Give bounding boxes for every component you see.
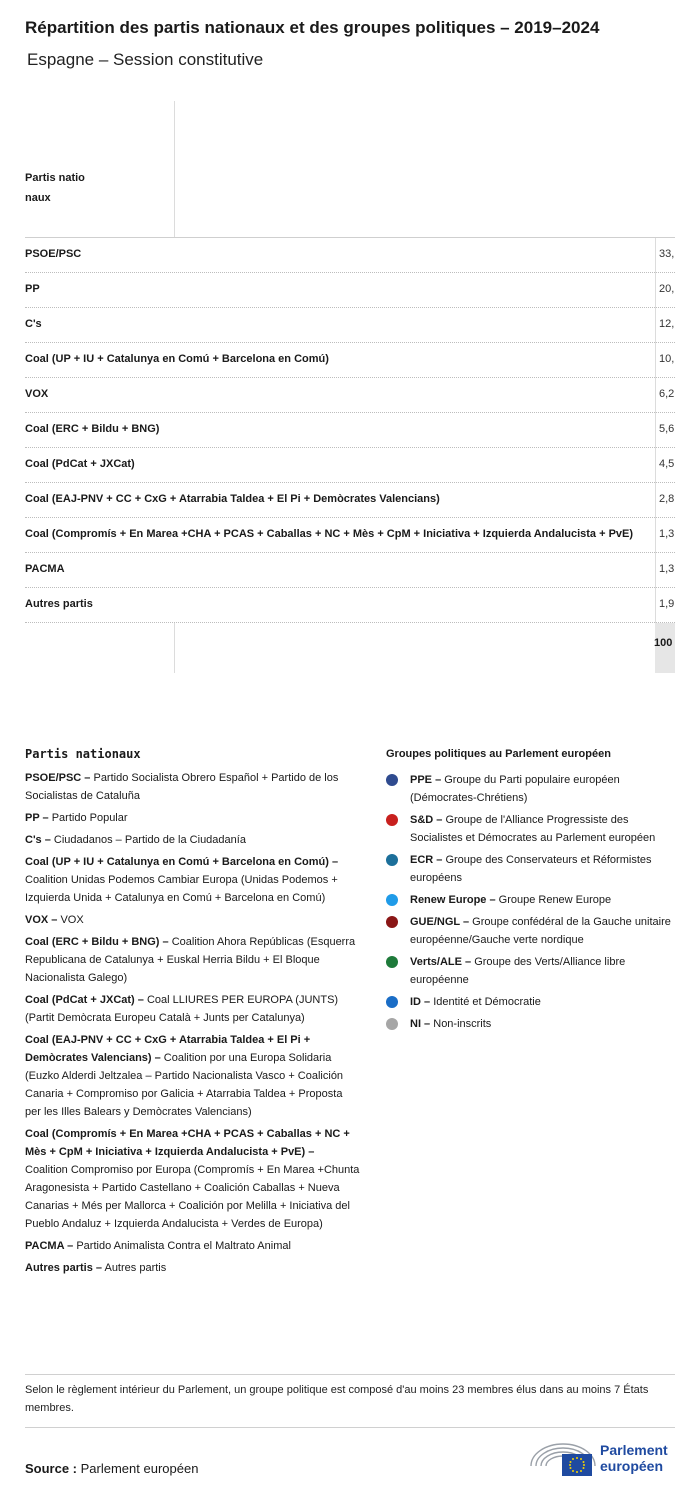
group-description: Groupe de l'Alliance Progressiste des Socialistes et Démocrates au Parlement européen [410, 814, 656, 844]
legend-groups-list [386, 771, 676, 1033]
group-description: Identité et Démocratie [430, 996, 541, 1008]
column-divider [655, 588, 656, 623]
column-divider [655, 273, 656, 308]
group-color-dot [386, 894, 398, 906]
party-description: Partido Popular [48, 812, 128, 824]
table-row [25, 308, 675, 343]
group-description: Groupe des Conservateurs et Réformistes européens [410, 854, 652, 884]
column-divider [655, 308, 656, 343]
group-description: Groupe des Verts/Alliance libre européenne [410, 956, 626, 986]
footer-divider [25, 1427, 675, 1428]
legend-group-entry [386, 891, 676, 909]
total-value: 100 [654, 637, 673, 649]
party-description: Partido Socialista Obrero Español + Partido de los Socialistas de Cataluña [25, 772, 339, 802]
group-color-dot [386, 854, 398, 866]
footer-divider [25, 1374, 675, 1375]
party-description: VOX [57, 914, 84, 926]
group-abbreviation: ECR – [410, 854, 443, 866]
legend-political-groups [386, 745, 676, 1037]
logo-line1: Parlement [600, 1442, 668, 1458]
party-name: Coal (EAJ-PNV + CC + CxG + Atarrabia Taldea + El Pi + Demòcrates Valencians) [25, 493, 440, 505]
group-color-dot [386, 774, 398, 786]
party-value: 10, [659, 353, 675, 365]
party-abbreviation: Coal (PdCat + JXCat) – [25, 994, 144, 1006]
party-abbreviation: PACMA – [25, 1240, 74, 1252]
group-description: Groupe confédéral de la Gauche unitaire européenne/Gauche verte nordique [410, 916, 671, 946]
column-divider [655, 553, 656, 588]
table-row [25, 238, 675, 273]
party-abbreviation: Coal (Compromís + En Marea +CHA + PCAS + Caballas + NC + Mès + CpM + Iniciativa + Izquierda Andalucista + PvE) – [25, 1128, 350, 1158]
group-abbreviation: GUE/NGL – [410, 916, 470, 928]
party-abbreviation: PSOE/PSC – [25, 772, 91, 784]
party-abbreviation: VOX – [25, 914, 58, 926]
group-abbreviation: NI – [410, 1018, 431, 1030]
logo-text [600, 1442, 668, 1474]
party-name: Coal (ERC + Bildu + BNG) [25, 423, 160, 435]
legend-national-parties [25, 745, 360, 1281]
column-divider [174, 623, 175, 673]
table-row [25, 343, 675, 378]
column-divider [655, 238, 656, 273]
legend-group-entry [386, 993, 676, 1011]
table-row [25, 518, 675, 553]
group-description: Groupe du Parti populaire européen (Démocrates-Chrétiens) [410, 774, 620, 804]
table-header-parties: Partis nationaux [25, 172, 85, 204]
party-value: 1,3 [659, 563, 675, 575]
party-name: PP [25, 283, 40, 295]
european-parliament-logo [528, 1436, 678, 1478]
legend-group-entry [386, 771, 676, 807]
party-abbreviation: Coal (UP + IU + Catalunya en Comú + Barcelona en Comú) – [25, 856, 339, 868]
party-abbreviation: PP – [25, 812, 49, 824]
party-value: 4,5 [659, 458, 675, 470]
table-row [25, 273, 675, 308]
party-name: VOX [25, 388, 49, 400]
party-name: Coal (Compromís + En Marea +CHA + PCAS + Caballas + NC + Mès + CpM + Iniciativa + Izquierda Andalucista + PvE) [25, 528, 634, 540]
party-name: PACMA [25, 563, 65, 575]
column-divider [655, 413, 656, 448]
table-row [25, 448, 675, 483]
legend-party-entry [25, 991, 360, 1027]
group-description: Non-inscrits [430, 1018, 492, 1030]
group-abbreviation: Renew Europe – [410, 894, 496, 906]
page-subtitle: Espagne – Session constitutive [27, 50, 264, 69]
table-row [25, 553, 675, 588]
party-value: 20, [659, 283, 675, 295]
group-abbreviation: PPE – [410, 774, 442, 786]
column-divider [655, 343, 656, 378]
group-abbreviation: S&D – [410, 814, 443, 826]
party-description: Coalition Compromiso por Europa (Compromís + En Marea +Chunta Aragonesista + Partido Castellano + Coalición Caballas + Nueva Canarias + Més per Mallorca + Coalición por Melilla + Iniciativa del Pueblo Andaluz + Izquierda Andalucista + Verdes de Europa) [25, 1164, 360, 1230]
page-title: Répartition des partis nationaux et des groupes politiques – 2019–2024 [25, 18, 600, 37]
legend-party-entry [25, 1259, 360, 1277]
party-value: 12, [659, 318, 675, 330]
party-description: Ciudadanos – Partido de la Ciudadanía [50, 834, 246, 846]
legend-party-entry [25, 809, 360, 827]
party-value: 1,9 [659, 598, 675, 610]
party-abbreviation: Coal (EAJ-PNV + CC + CxG + Atarrabia Taldea + El Pi + Demòcrates Valencians) – [25, 1034, 311, 1064]
party-name: Autres partis [25, 598, 93, 610]
european-parliament-logo-icon [528, 1436, 598, 1478]
column-divider [655, 378, 656, 413]
legend-party-entry [25, 1031, 360, 1121]
legend-party-entry [25, 1237, 360, 1255]
column-divider [655, 448, 656, 483]
party-abbreviation: Coal (ERC + Bildu + BNG) – [25, 936, 169, 948]
party-description: Partido Animalista Contra el Maltrato Animal [73, 1240, 291, 1252]
column-divider [655, 483, 656, 518]
group-color-dot [386, 916, 398, 928]
party-abbreviation: C's – [25, 834, 51, 846]
party-value: 1,3 [659, 528, 675, 540]
legend-group-entry [386, 851, 676, 887]
table-row [25, 588, 675, 623]
party-name: Coal (PdCat + JXCat) [25, 458, 135, 470]
party-description: Coal LLIURES PER EUROPA (JUNTS) (Partit Demòcrata Europeu Català + Junts per Catalunya) [25, 994, 339, 1024]
party-description: Coalition Unidas Podemos Cambiar Europa (Unidas Podemos + Izquierda Unida + Catalunya en Comú + Barcelona en Comú) [25, 874, 338, 904]
legend-party-entry [25, 769, 360, 805]
group-color-dot [386, 956, 398, 968]
party-abbreviation: Autres partis – [25, 1262, 103, 1274]
legend-group-entry [386, 913, 676, 949]
legend-groups-heading: Groupes politiques au Parlement européen [386, 748, 611, 760]
legend-parties-list [25, 769, 360, 1277]
column-divider [174, 101, 175, 237]
parties-table [25, 101, 675, 673]
logo-line2: européen [600, 1458, 664, 1474]
legend-party-entry [25, 911, 360, 929]
legend-group-entry [386, 811, 676, 847]
legend-parties-heading: Partis nationaux [25, 747, 141, 761]
table-row [25, 483, 675, 518]
party-name: Coal (UP + IU + Catalunya en Comú + Barcelona en Comú) [25, 353, 329, 365]
party-value: 6,2 [659, 388, 675, 400]
legend-group-entry [386, 1015, 676, 1033]
rules-note: Selon le règlement intérieur du Parlement, un groupe politique est composé d'au moins 23 membres élus dans au moins 7 États membres. [25, 1384, 649, 1414]
party-description: Coalition por una Europa Solidaria (Euzko Alderdi Jeltzalea – Partido Nacionalista Vasco + Coalición Canaria + Compromiso por Galicia + Atarrabia Taldea + Proposta per les Illes Balears y Demòcrates Valencians) [25, 1052, 344, 1118]
party-value: 2,8 [659, 493, 675, 505]
party-value: 33, [659, 248, 675, 260]
group-color-dot [386, 996, 398, 1008]
legend-party-entry [25, 1125, 360, 1233]
party-description: Autres partis [102, 1262, 167, 1274]
table-total-row [25, 623, 675, 673]
group-abbreviation: Verts/ALE – [410, 956, 472, 968]
group-color-dot [386, 1018, 398, 1030]
legend-party-entry [25, 933, 360, 987]
group-description: Groupe Renew Europe [495, 894, 612, 906]
source-text: Parlement européen [77, 1461, 199, 1476]
legend-party-entry [25, 853, 360, 907]
party-name: C's [25, 318, 42, 330]
legend-party-entry [25, 831, 360, 849]
party-name: PSOE/PSC [25, 248, 82, 260]
table-row [25, 413, 675, 448]
source-line [25, 1461, 198, 1476]
column-divider [655, 518, 656, 553]
group-color-dot [386, 814, 398, 826]
party-value: 5,6 [659, 423, 675, 435]
party-description: Coalition Ahora Repúblicas (Esquerra Republicana de Catalunya + Euskal Herria Bildu + El Bloque Nacionalista Galego) [25, 936, 356, 984]
source-label: Source : [25, 1461, 78, 1476]
group-abbreviation: ID – [410, 996, 431, 1008]
table-row [25, 378, 675, 413]
legend-group-entry [386, 953, 676, 989]
